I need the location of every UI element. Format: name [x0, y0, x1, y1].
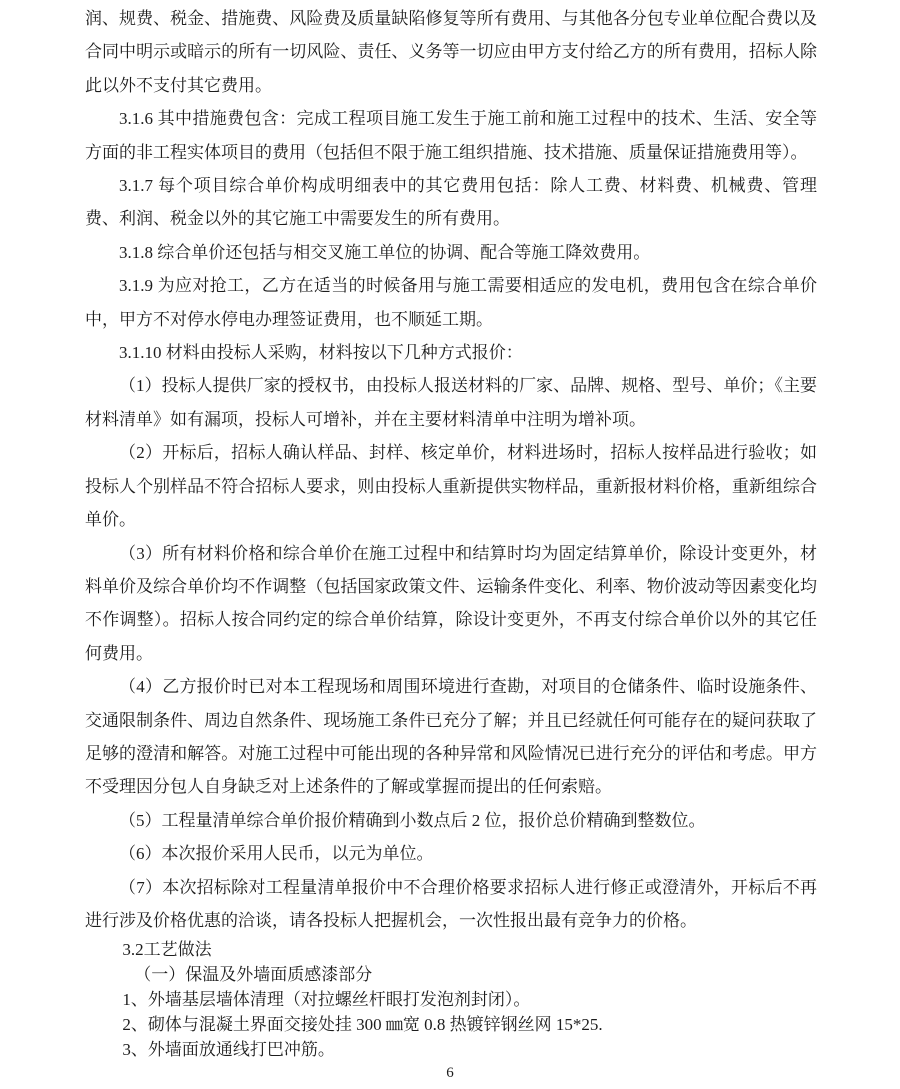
subsection-heading: （一）保温及外墙面质感漆部分 [134, 965, 373, 985]
section-heading: 3.2工艺做法 [122, 940, 212, 960]
body-paragraph: 3.1.7 每个项目综合单价构成明细表中的其它费用包括：除人工费、材料费、机械费、管理费、利润、税金以外的其它施工中需要发生的所有费用。 [85, 176, 817, 229]
body-paragraph: （7）本次招标除对工程量清单报价中不合理价格要求招标人进行修正或澄清外，开标后不再进行涉及价格优惠的洽谈，请各投标人把握机会，一次性报出最有竞争力的价格。 [85, 877, 817, 930]
body-paragraph: （1）投标人提供厂家的授权书，由投标人报送材料的厂家、品牌、规格、型号、单价；《主要材料清单》如有漏项，投标人可增补，并在主要材料清单中注明为增补项。 [85, 376, 817, 429]
body-paragraph: 润、规费、税金、措施费、风险费及质量缺陷修复等所有费用、与其他各分包专业单位配合费以及合同中明示或暗示的所有一切风险、责任、义务等一切应由甲方支付给乙方的所有费用，招标人除此以外不支付其它费用。 [85, 9, 817, 95]
body-paragraph: （6）本次报价采用人民币，以元为单位。 [119, 844, 434, 864]
body-paragraph: （4）乙方报价时已对本工程现场和周围环境进行查勘，对项目的仓储条件、临时设施条件、交通限制条件、周边自然条件、现场施工条件已充分了解；并且已经就任何可能存在的疑问获取了足够的澄清和解答。对施工过程中可能出现的各种异常和风险情况已进行充分的评估和考虑。甲方不受理因分包人自身缺乏对上述条件的了解或掌握而提出的任何索赔。 [85, 677, 817, 797]
process-step: 1、外墙基层墙体清理（对拉螺丝杆眼打发泡剂封闭）。 [122, 990, 531, 1010]
body-paragraph: 3.1.8 综合单价还包括与相交叉施工单位的协调、配合等施工降效费用。 [119, 242, 651, 262]
body-paragraph: 3.1.6 其中措施费包含：完成工程项目施工发生于施工前和施工过程中的技术、生活、安全等方面的非工程实体项目的费用（包括但不限于施工组织措施、技术措施、质量保证措施费用等）。 [85, 109, 817, 162]
process-step: 3、外墙面放通线打巴冲筋。 [122, 1040, 335, 1060]
body-paragraph: 3.1.9 为应对抢工，乙方在适当的时候备用与施工需要相适应的发电机，费用包含在综合单价中，甲方不对停水停电办理签证费用，也不顺延工期。 [85, 276, 817, 329]
body-paragraph: （5）工程量清单综合单价报价精确到小数点后 2 位，报价总价精确到整数位。 [119, 810, 706, 830]
body-paragraph: 3.1.10 材料由投标人采购，材料按以下几种方式报价： [119, 343, 523, 363]
process-section [85, 937, 817, 1062]
body-paragraph: （3）所有材料价格和综合单价在施工过程中和结算时均为固定结算单价，除设计变更外，材料单价及综合单价均不作调整（包括国家政策文件、运输条件变化、利率、物价波动等因素变化均不作调整）。招标人按合同约定的综合单价结算，除设计变更外，不再支付综合单价以外的其它任何费用。 [85, 543, 817, 663]
body-paragraph: （2）开标后，招标人确认样品、封样、核定单价，材料进场时，招标人按样品进行验收；如投标人个别样品不符合招标人要求，则由投标人重新提供实物样品，重新报材料价格，重新组综合单价。 [85, 443, 817, 530]
document-body [85, 0, 817, 1062]
process-step: 2、砌体与混凝土界面交接处挂 300 ㎜宽 0.8 热镀锌钢丝网 15*25. [122, 1015, 603, 1035]
page-number: 6 [446, 1065, 454, 1081]
